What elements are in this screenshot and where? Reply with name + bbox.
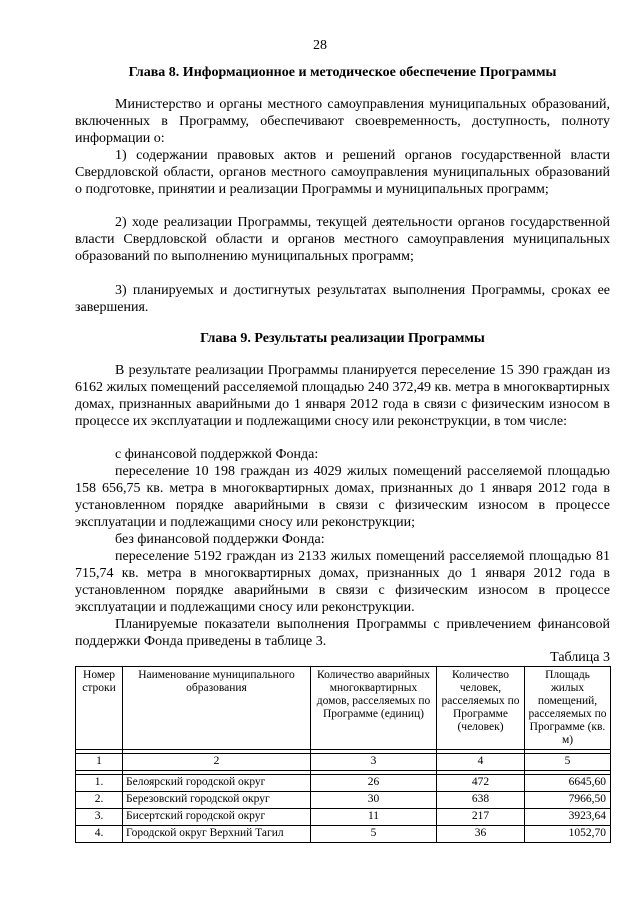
area-value: 6645,60 xyxy=(525,775,611,792)
area-value: 3923,64 xyxy=(525,809,611,826)
municipality-name: Белоярский городской округ xyxy=(123,775,311,792)
column-number: 5 xyxy=(525,754,611,771)
people-count: 217 xyxy=(437,809,525,826)
houses-count: 30 xyxy=(311,792,437,809)
column-number: 3 xyxy=(311,754,437,771)
municipality-name: Городской округ Верхний Тагил xyxy=(123,826,311,843)
chapter-8-paragraph-4: 3) планируемых и достигнутых результатах выполнения Программы, сроках ее завершения. xyxy=(75,283,610,315)
header-municipality: Наименование муниципального образования xyxy=(123,667,311,750)
chapter-9-heading: Глава 9. Результаты реализации Программы xyxy=(200,331,485,346)
table-row xyxy=(76,809,611,826)
chapter-8-paragraph-3: 2) ходе реализации Программы, текущей деятельности органов государственной власти Свердловской области и органов местного самоуправления муниципальных образований по выполнению муниципальных программ; xyxy=(75,215,610,264)
table-row xyxy=(76,826,611,843)
row-number: 4. xyxy=(76,826,123,843)
chapter-9-paragraph-5: переселение 5192 граждан из 2133 жилых помещений расселяемой площадью 81 715,74 кв. метра в многоквартирных домах, признанных до 1 января 2012 года в установленном порядке аварийными в связи с физическим износом в процессе эксплуатации и подлежащими сносу или реконструкции. xyxy=(75,549,610,615)
chapter-9-paragraph-1: В результате реализации Программы планируется переселение 15 390 граждан из 6162 жилых помещений расселяемой площадью 240 372,49 кв. метра в многоквартирных домах, признанных аварийными до 1 января 2012 года в связи с физическим износом в процессе их эксплуатации и подлежащими сносу или реконструкции, в том числе: xyxy=(75,363,610,429)
column-number-row xyxy=(76,754,611,771)
houses-count: 26 xyxy=(311,775,437,792)
results-table xyxy=(75,666,611,843)
header-people: Количество человек, расселяемых по Программе (человек) xyxy=(437,667,525,750)
people-count: 638 xyxy=(437,792,525,809)
header-houses: Количество аварийных многоквартирных домов, расселяемых по Программе (единиц) xyxy=(311,667,437,750)
row-number: 1. xyxy=(76,775,123,792)
page-number: 28 xyxy=(313,38,327,53)
houses-count: 5 xyxy=(311,826,437,843)
municipality-name: Березовский городской округ xyxy=(123,792,311,809)
people-count: 36 xyxy=(437,826,525,843)
row-number: 3. xyxy=(76,809,123,826)
chapter-9-paragraph-2: с финансовой поддержкой Фонда: xyxy=(115,447,319,462)
column-number: 4 xyxy=(437,754,525,771)
chapter-9-paragraph-6: Планируемые показатели выполнения Программы с привлечением финансовой поддержки Фонда приведены в таблице 3. xyxy=(75,617,610,649)
table-row xyxy=(76,792,611,809)
row-number: 2. xyxy=(76,792,123,809)
municipality-name: Бисертский городской округ xyxy=(123,809,311,826)
table-row xyxy=(76,775,611,792)
chapter-9-paragraph-4: без финансовой поддержки Фонда: xyxy=(115,532,325,547)
area-value: 1052,70 xyxy=(525,826,611,843)
table-header-row xyxy=(76,667,611,750)
area-value: 7966,50 xyxy=(525,792,611,809)
header-area: Площадь жилых помещений, расселяемых по Программе (кв. м) xyxy=(525,667,611,750)
column-number: 1 xyxy=(76,754,123,771)
houses-count: 11 xyxy=(311,809,437,826)
people-count: 472 xyxy=(437,775,525,792)
column-number: 2 xyxy=(123,754,311,771)
chapter-8-heading: Глава 8. Информационное и методическое обеспечение Программы xyxy=(128,65,557,80)
header-row-number: Номер строки xyxy=(76,667,123,750)
chapter-8-paragraph-2: 1) содержании правовых актов и решений органов государственной власти Свердловской области, органов местного самоуправления муниципальных образований о подготовке, принятии и реализации Программы и муниципальных программ; xyxy=(75,148,610,197)
chapter-9-paragraph-3: переселение 10 198 граждан из 4029 жилых помещений расселяемой площадью 158 656,75 кв. метра в многоквартирных домах, признанных до 1 января 2012 года в установленном порядке аварийными в связи с физическим износом в процессе эксплуатации и подлежащими сносу или реконструкции; xyxy=(75,464,610,530)
chapter-8-paragraph-1: Министерство и органы местного самоуправления муниципальных образований, включенных в Программу, обеспечивают своевременность, доступность, полноту информации о: xyxy=(75,97,610,146)
table-caption: Таблица 3 xyxy=(550,650,610,665)
